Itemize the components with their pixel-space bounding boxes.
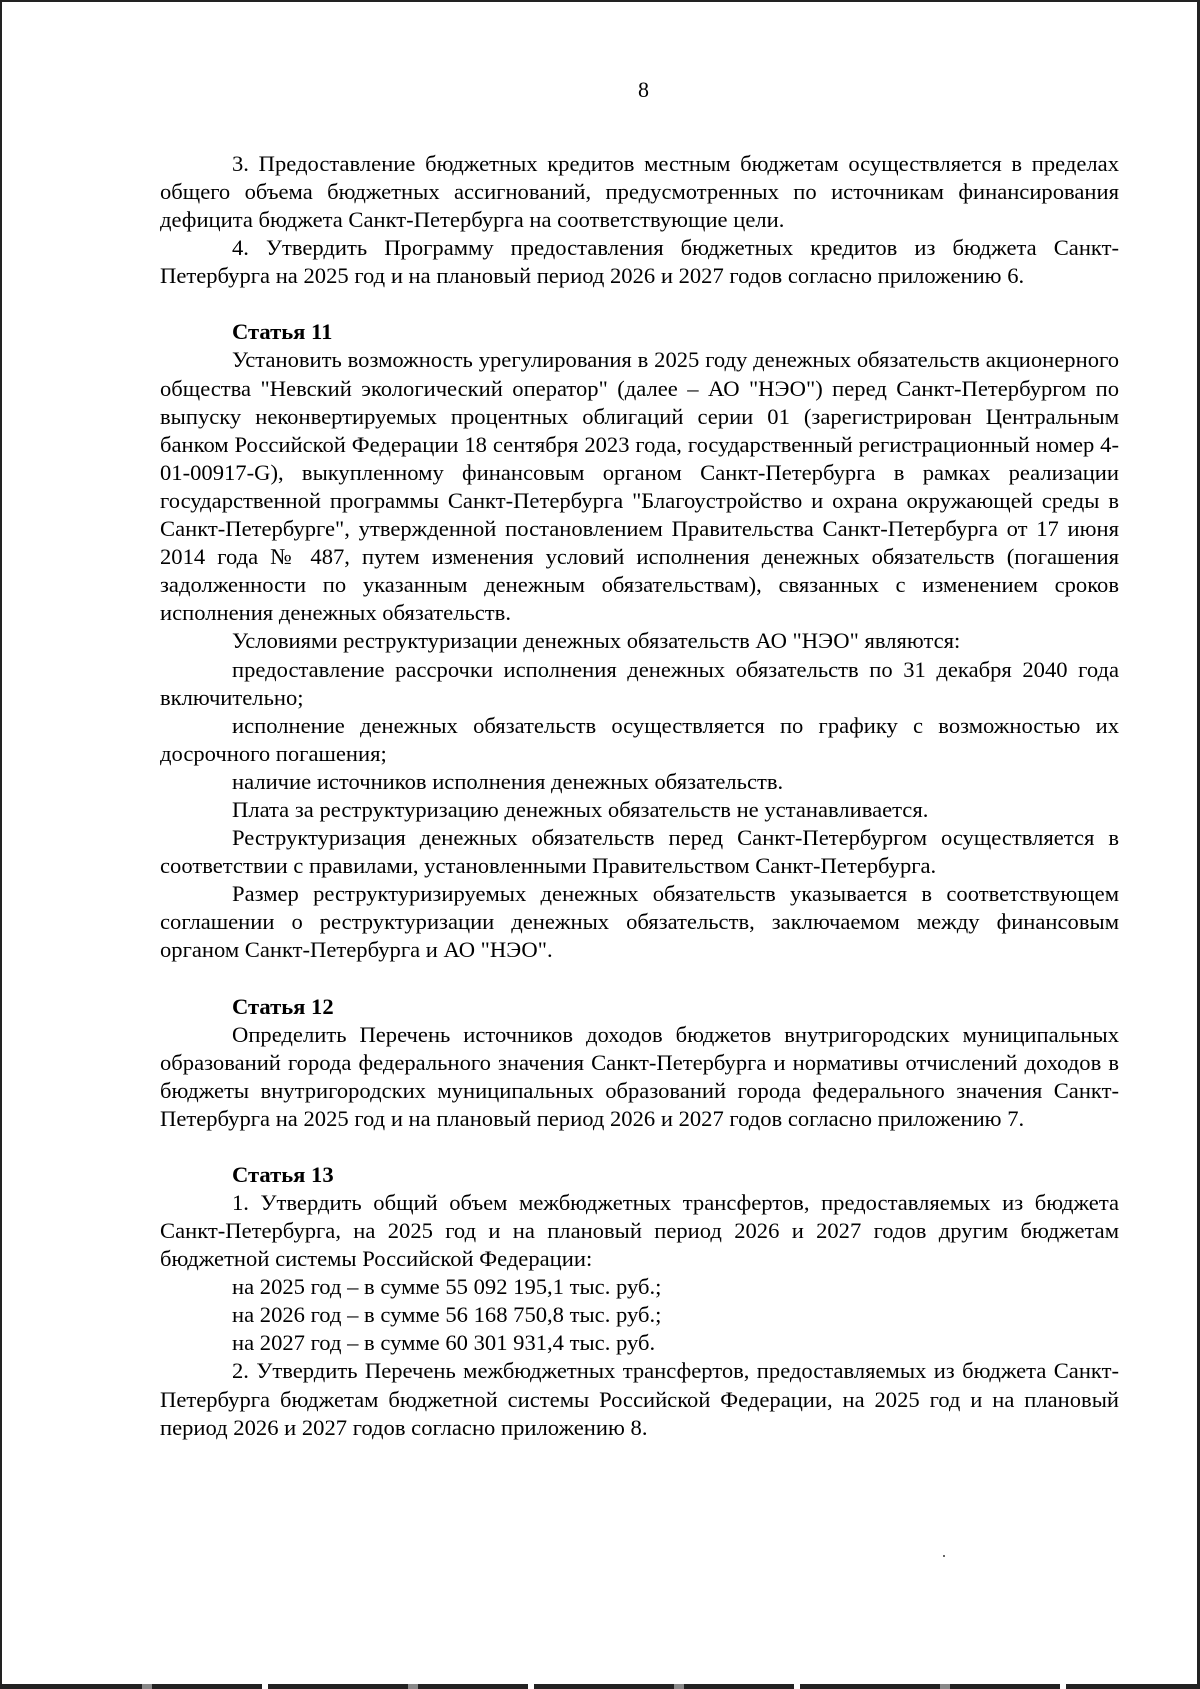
- spacer: [160, 965, 1119, 993]
- article-11-paragraph-5: наличие источников исполнения денежных обязательств.: [232, 768, 784, 794]
- article-13-title: Статья 13: [232, 1161, 334, 1187]
- article-12-paragraph-1: Определить Перечень источников доходов бюджетов внутригородских муниципальных образований города федерального значения Санкт-Петербурга и нормативы отчислений доходов в бюджеты внутригородских муниципальных образований города федерального значения Санкт-Петербурга на 2025 год и на плановый период 2026 и 2027 годов согласно приложению 7.: [160, 1021, 1119, 1131]
- article-13-paragraph-2: 2. Утвердить Перечень межбюджетных трансфертов, предоставляемых из бюджета Санкт-Петербурга бюджетам бюджетной системы Российской Федерации, на 2025 год и на плановый период 2026 и 2027 годов согласно приложению 8.: [160, 1358, 1119, 1440]
- article-11-paragraph-4: исполнение денежных обязательств осуществляется по графику с возможностью их досрочного погашения;: [160, 712, 1119, 766]
- article-13-paragraph-1: 1. Утвердить общий объем межбюджетных трансфертов, предоставляемых из бюджета Санкт-Петербурга, на 2025 год и на плановый период 2026 и 2027 годов другим бюджетам бюджетной системы Российской Федерации:: [160, 1189, 1119, 1272]
- scan-speck: [943, 1555, 945, 1557]
- spacer: [160, 1133, 1119, 1161]
- article-11-paragraph-6: Плата за реструктуризацию денежных обязательств не устанавливается.: [232, 796, 929, 822]
- article-11-paragraph-3: предоставление рассрочки исполнения денежных обязательств по 31 декабря 2040 года включительно;: [160, 656, 1119, 710]
- article-13-amount-2025: на 2025 год – в сумме 55 092 195,1 тыс. руб.;: [232, 1274, 662, 1300]
- article-13-amount-2026: на 2026 год – в сумме 56 168 750,8 тыс. руб.;: [232, 1302, 662, 1328]
- page-number: 8: [638, 77, 649, 102]
- article-11-paragraph-2: Условиями реструктуризации денежных обязательств АО "НЭО" являются:: [232, 628, 961, 654]
- paragraph-credit-program: 4. Утвердить Программу предоставления бюджетных кредитов из бюджета Санкт-Петербурга на 2025 год и на плановый период 2026 и 2027 годов согласно приложению 6.: [160, 235, 1119, 289]
- article-13-amount-2027: на 2027 год – в сумме 60 301 931,4 тыс. руб.: [232, 1330, 656, 1356]
- scan-bottom-edge: [2, 1684, 1200, 1689]
- article-11-paragraph-7: Реструктуризация денежных обязательств перед Санкт-Петербургом осуществляется в соответствии с правилами, установленными Правительством Санкт-Петербурга.: [160, 825, 1119, 879]
- article-11-title: Статья 11: [232, 319, 333, 345]
- article-11-paragraph-8: Размер реструктуризируемых денежных обязательств указывается в соответствующем соглашении о реструктуризации денежных обязательств, заключаемом между финансовым органом Санкт-Петербурга и АО "НЭО".: [160, 881, 1119, 963]
- document-body: [160, 150, 1119, 1442]
- article-11-paragraph-1: Установить возможность урегулирования в 2025 году денежных обязательств акционерного общества "Невский экологический оператор" (далее – АО "НЭО") перед Санкт-Петербургом по выпуску неконвертируемых процентных облигаций серии 01 (зарегистрирован Центральным банком Российской Федерации 18 сентября 2023 года, государственный регистрационный номер 4-01-00917-G), выкупленному финансовым органом Санкт-Петербурга в рамках реализации государственной программы Санкт-Петербурга "Благоустройство и охрана окружающей среды в Санкт-Петербурге", утвержденной постановлением Правительства Санкт-Петербурга от 17 июня 2014 года № 487, путем изменения условий исполнения денежных обязательств (погашения задолженности по указанным денежным обязательствам), связанных с изменением сроков исполнения денежных обязательств.: [160, 347, 1119, 626]
- spacer: [160, 290, 1119, 318]
- paragraph-budget-credits-limits: 3. Предоставление бюджетных кредитов местным бюджетам осуществляется в пределах общего объема бюджетных ассигнований, предусмотренных по источникам финансирования дефицита бюджета Санкт-Петербурга на соответствующие цели.: [160, 151, 1119, 233]
- article-12-title: Статья 12: [232, 993, 334, 1019]
